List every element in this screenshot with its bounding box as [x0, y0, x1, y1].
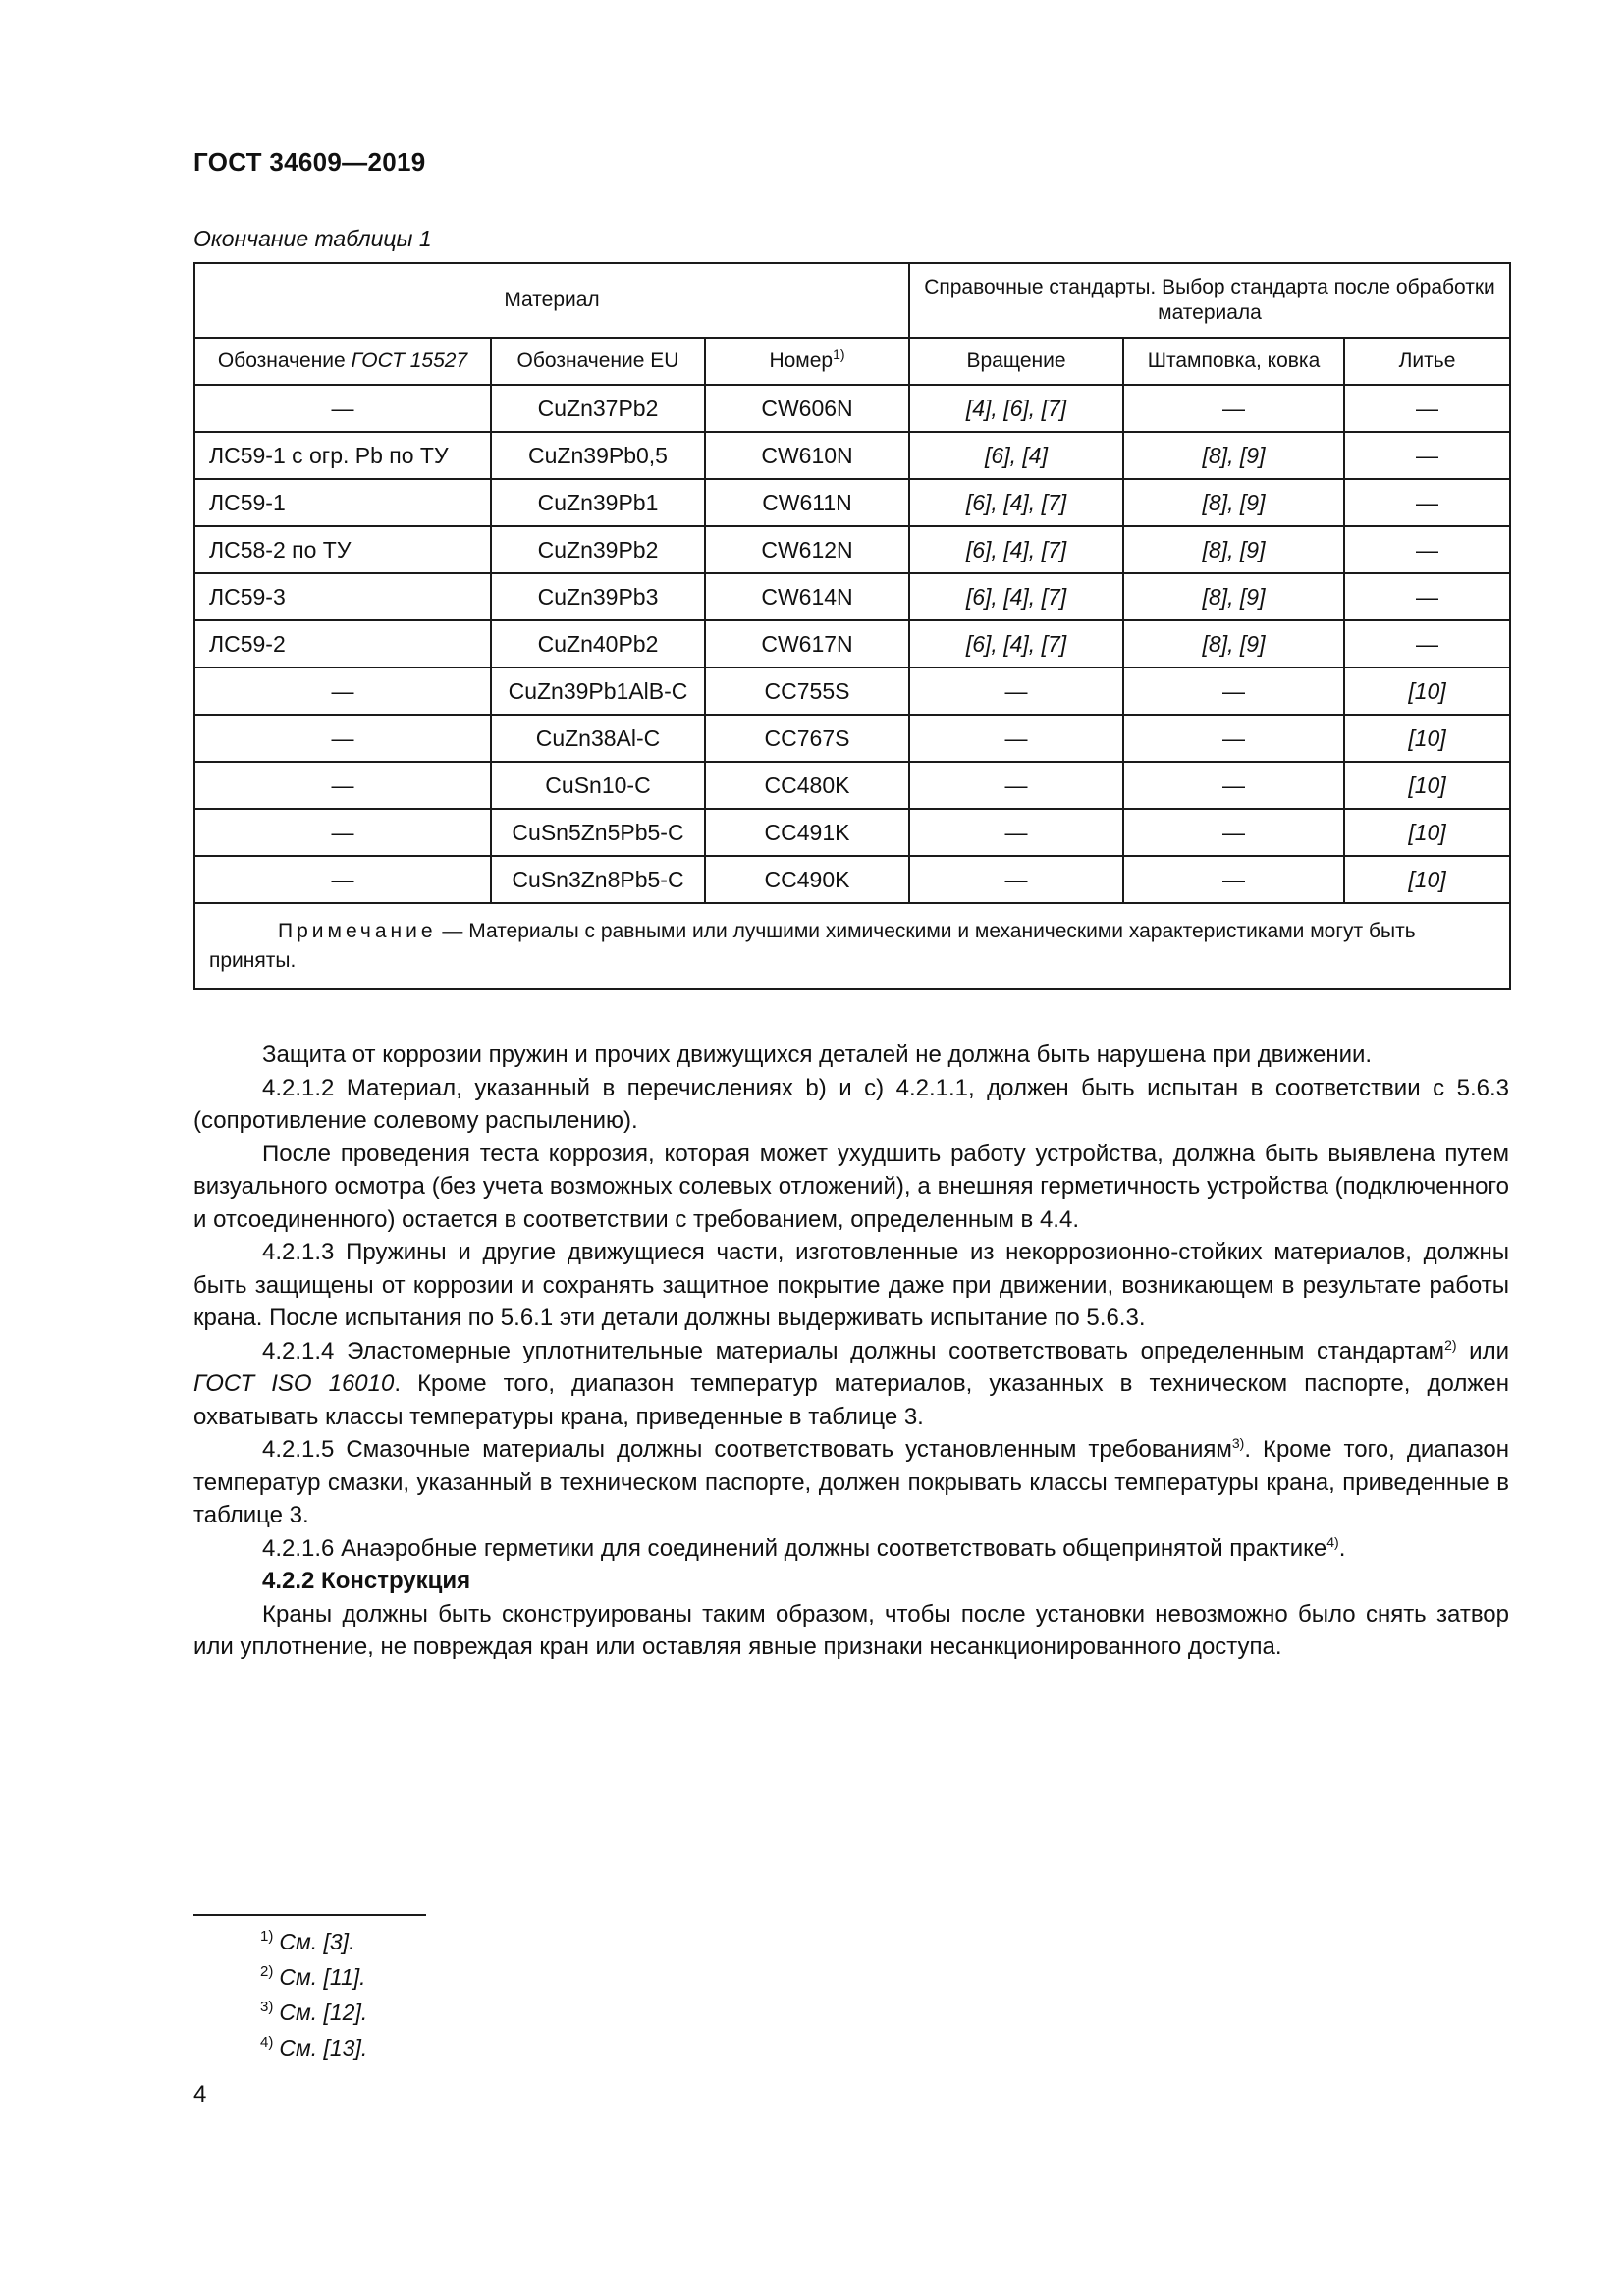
paragraph: 4.2.1.3 Пружины и другие движущиеся части, изготовленные из некоррозионно-стойких материалов, должны быть защищены от коррозии и сохранять защитное покрытие даже при движении, возникающем в результате работы крана. После испытания по 5.6.1 эти детали должны выдерживать испытание по 5.6.3. [193, 1239, 1509, 1331]
cell-number: CC755S [705, 667, 909, 715]
paragraph [193, 1532, 1509, 1566]
cell-eu: CuSn5Zn5Pb5-C [491, 809, 705, 856]
cell-rotation: — [909, 762, 1123, 809]
text-span: . Кроме того, диапазон температур материалов, указанных в техническом паспорте, должен охватывать классы температуры крана, приведенные в таблице 3. [193, 1370, 1509, 1430]
cell-stamping: [8], [9] [1123, 432, 1344, 479]
footnote-text: См. [11]. [279, 1964, 366, 1990]
header-number-label: Номер [769, 349, 834, 372]
note-label: Примечание [278, 920, 437, 942]
cell-eu: CuZn39Pb3 [491, 573, 705, 620]
cell-gost: — [194, 385, 491, 432]
cell-eu: CuSn3Zn8Pb5-C [491, 856, 705, 903]
footnote [260, 1995, 367, 2030]
cell-rotation: — [909, 809, 1123, 856]
cell-gost: ЛС59-1 с огр. Pb по ТУ [194, 432, 491, 479]
header-gost-prefix: Обозначение [217, 349, 352, 372]
cell-casting: [10] [1344, 809, 1510, 856]
cell-gost: — [194, 762, 491, 809]
footnote-separator [193, 1914, 426, 1916]
cell-rotation: — [909, 667, 1123, 715]
note-text: — Материалы с равными или лучшими химическими и механическими характеристиками могут быть приняты. [209, 920, 1416, 972]
table-note [194, 903, 1510, 989]
cell-eu: CuZn39Pb1AlB-C [491, 667, 705, 715]
cell-eu: CuZn37Pb2 [491, 385, 705, 432]
cell-stamping: [8], [9] [1123, 620, 1344, 667]
cell-rotation: [6], [4], [7] [909, 620, 1123, 667]
table-body [194, 385, 1510, 903]
paragraph: 4.2.1.2 Материал, указанный в перечислениях b) и c) 4.2.1.1, должен быть испытан в соответствии с 5.6.3 (сопротивление солевому распылению). [193, 1074, 1509, 1134]
footnote-mark: 1) [260, 1928, 274, 1946]
standard-ref: ГОСТ ISO 16010 [193, 1370, 395, 1397]
cell-eu: CuZn39Pb2 [491, 526, 705, 573]
text-span: 4.2.1.6 Анаэробные герметики для соединений должны соответствовать общепринятой практике [262, 1534, 1327, 1562]
footnote-text: См. [3]. [279, 1929, 355, 1954]
footnote-ref: 3) [1231, 1435, 1245, 1451]
paragraph: Защита от коррозии пружин и прочих движущихся деталей не должна быть нарушена при движении. [262, 1041, 1373, 1068]
cell-rotation: [6], [4], [7] [909, 526, 1123, 573]
cell-rotation: — [909, 715, 1123, 762]
footnote-ref: 2) [1444, 1336, 1457, 1353]
text-span: 4.2.1.5 Смазочные материалы должны соответствовать установленным требованиям [262, 1436, 1232, 1463]
table-row [194, 667, 1510, 715]
cell-rotation: [6], [4], [7] [909, 479, 1123, 526]
cell-gost: ЛС59-2 [194, 620, 491, 667]
footnote-mark: 4) [260, 2034, 274, 2052]
table-row [194, 573, 1510, 620]
header-casting: Литье [1344, 338, 1510, 385]
cell-eu: CuZn39Pb0,5 [491, 432, 705, 479]
table-row [194, 526, 1510, 573]
table-row [194, 809, 1510, 856]
section-heading: 4.2.2 Конструкция [262, 1568, 471, 1594]
footnote-mark: 2) [260, 1963, 274, 1981]
materials-table [193, 262, 1511, 990]
cell-casting: — [1344, 620, 1510, 667]
cell-rotation: [6], [4], [7] [909, 573, 1123, 620]
cell-casting: — [1344, 573, 1510, 620]
cell-eu: CuZn38Al-C [491, 715, 705, 762]
page-number: 4 [193, 2081, 207, 2108]
header-stamping: Штамповка, ковка [1123, 338, 1344, 385]
cell-casting: — [1344, 526, 1510, 573]
header-eu-designation: Обозначение EU [491, 338, 705, 385]
cell-number: CW612N [705, 526, 909, 573]
cell-stamping: — [1123, 667, 1344, 715]
header-gost-ref: ГОСТ 15527 [351, 349, 468, 372]
text-span: . Кроме того, диапазон температур смазки, указанный в техническом паспорте, должен покрывать классы температуры крана, приведенные в таблице 3. [193, 1436, 1509, 1528]
cell-number: CW617N [705, 620, 909, 667]
cell-stamping: — [1123, 385, 1344, 432]
table-row [194, 479, 1510, 526]
footnote [260, 2030, 367, 2065]
paragraph [193, 1335, 1509, 1434]
cell-eu: CuZn40Pb2 [491, 620, 705, 667]
cell-number: CC490K [705, 856, 909, 903]
cell-casting: [10] [1344, 715, 1510, 762]
header-reference-standards: Справочные стандарты. Выбор стандарта после обработки материала [909, 263, 1510, 338]
footnote-text: См. [13]. [279, 2035, 368, 2060]
cell-stamping: [8], [9] [1123, 573, 1344, 620]
table-row [194, 762, 1510, 809]
table-row [194, 856, 1510, 903]
footnote-mark: 3) [260, 1999, 274, 2016]
text-span: 4.2.1.4 Эластомерные уплотнительные материалы должны соответствовать определенным стандартам [262, 1337, 1445, 1364]
cell-casting: [10] [1344, 667, 1510, 715]
cell-stamping: [8], [9] [1123, 479, 1344, 526]
cell-stamping: — [1123, 809, 1344, 856]
cell-rotation: [6], [4] [909, 432, 1123, 479]
header-gost-designation [194, 338, 491, 385]
body-text [193, 1039, 1509, 1664]
cell-casting: [10] [1344, 856, 1510, 903]
text-span: или [1456, 1337, 1510, 1364]
cell-stamping: — [1123, 715, 1344, 762]
header-number [705, 338, 909, 385]
footnote [260, 1924, 367, 1959]
cell-stamping: — [1123, 856, 1344, 903]
cell-number: CW606N [705, 385, 909, 432]
footnote [260, 1959, 367, 1995]
table-row [194, 620, 1510, 667]
footnote-text: См. [12]. [279, 2000, 368, 2025]
document-header: ГОСТ 34609—2019 [193, 147, 426, 177]
cell-number: CC480K [705, 762, 909, 809]
header-material: Материал [194, 263, 909, 338]
cell-stamping: [8], [9] [1123, 526, 1344, 573]
cell-eu: CuZn39Pb1 [491, 479, 705, 526]
footnote-ref: 4) [1326, 1533, 1339, 1550]
cell-eu: CuSn10-C [491, 762, 705, 809]
cell-number: CW614N [705, 573, 909, 620]
cell-casting: [10] [1344, 762, 1510, 809]
cell-number: CW611N [705, 479, 909, 526]
table-row [194, 715, 1510, 762]
cell-rotation: [4], [6], [7] [909, 385, 1123, 432]
cell-number: CW610N [705, 432, 909, 479]
cell-casting: — [1344, 479, 1510, 526]
paragraph [193, 1433, 1509, 1532]
cell-casting: — [1344, 385, 1510, 432]
table-row [194, 385, 1510, 432]
cell-number: CC491K [705, 809, 909, 856]
cell-gost: — [194, 809, 491, 856]
cell-gost: ЛС59-1 [194, 479, 491, 526]
table-row [194, 432, 1510, 479]
cell-gost: — [194, 715, 491, 762]
paragraph: Краны должны быть сконструированы таким образом, чтобы после установки невозможно было снять затвор или уплотнение, не повреждая кран или оставляя явные признаки несанкционированного доступа. [193, 1600, 1509, 1660]
footnotes [260, 1924, 367, 2065]
cell-casting: — [1344, 432, 1510, 479]
header-rotation: Вращение [909, 338, 1123, 385]
cell-gost: ЛС59-3 [194, 573, 491, 620]
cell-number: CC767S [705, 715, 909, 762]
footnote-ref: 1) [833, 347, 845, 362]
paragraph: После проведения теста коррозия, которая может ухудшить работу устройства, должна быть выявлена путем визуального осмотра (без учета возможных солевых отложений), а внешняя герметичность устройства (подключенного и отсоединенного) остается в соответствии с требованием, определенным в 4.4. [193, 1140, 1509, 1233]
cell-rotation: — [909, 856, 1123, 903]
cell-stamping: — [1123, 762, 1344, 809]
cell-gost: — [194, 856, 491, 903]
text-span: . [1338, 1534, 1346, 1562]
table-caption: Окончание таблицы 1 [193, 226, 432, 251]
cell-gost: ЛС58-2 по ТУ [194, 526, 491, 573]
cell-gost: — [194, 667, 491, 715]
